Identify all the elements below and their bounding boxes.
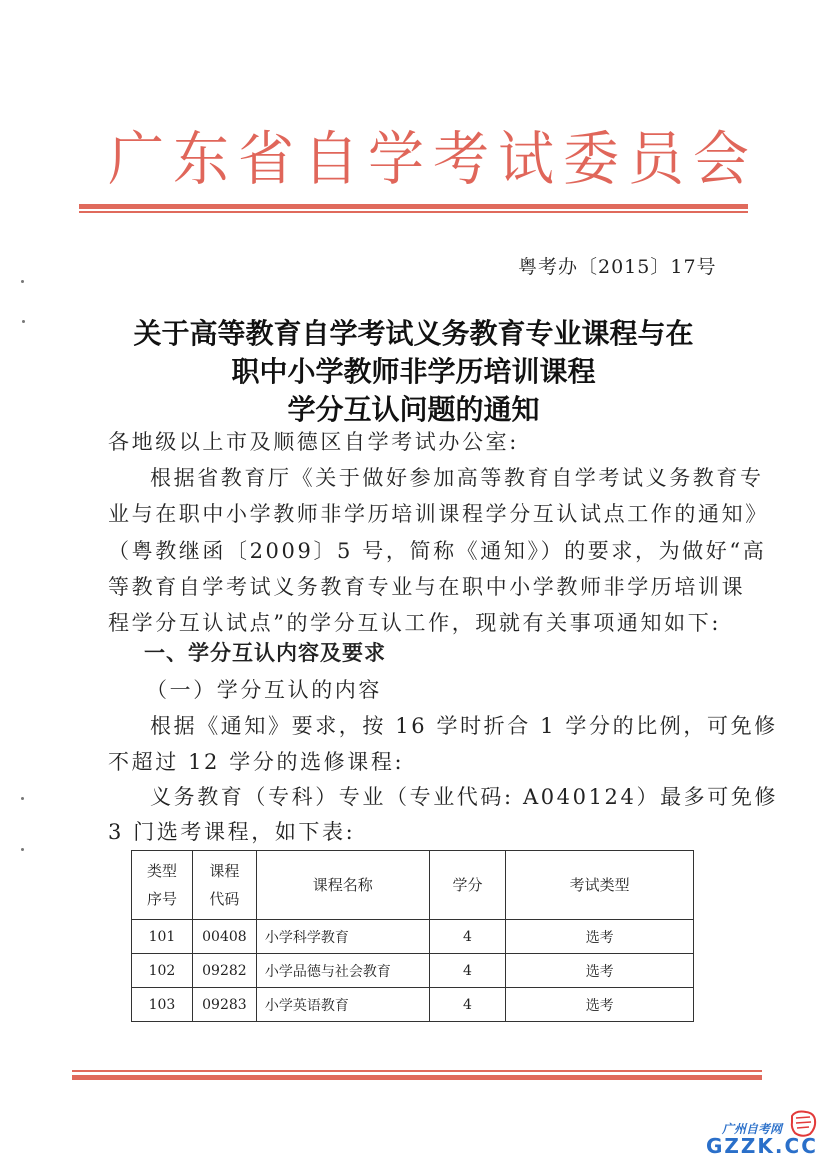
watermark-site-name: 广州自考网 <box>722 1122 783 1136</box>
paragraph-3-line: 3 门选考课程，如下表: <box>108 820 356 844</box>
paragraph-1-line: 程学分互认试点”的学分互认工作，现就有关事项通知如下: <box>108 611 722 635</box>
subsection-1-heading: （一）学分互认的内容 <box>146 678 382 702</box>
cell-course-code: 00408 <box>192 920 256 954</box>
letterhead-divider-thin <box>79 211 748 213</box>
cell-course-code: 09283 <box>192 988 256 1022</box>
cell-exam-type: 选考 <box>506 920 694 954</box>
scan-margin-mark <box>22 320 25 323</box>
cell-type-no: 103 <box>132 988 193 1022</box>
cell-course-name: 小学科学教育 <box>256 920 429 954</box>
notice-title-line-3: 学分互认问题的通知 <box>287 393 540 426</box>
header-type-no <box>132 851 193 920</box>
header-course-name: 课程名称 <box>256 851 429 920</box>
letterhead-divider-thick <box>79 204 748 209</box>
cell-course-code: 09282 <box>192 954 256 988</box>
footer-divider-thick <box>72 1075 762 1080</box>
notice-title-line-1: 关于高等教育自学考试义务教育专业课程与在 <box>133 317 694 350</box>
document-number: 粤考办〔2015〕17号 <box>518 256 717 278</box>
paragraph-2-line: 不超过 12 学分的选修课程: <box>108 750 405 774</box>
footer-divider-thin <box>72 1070 762 1072</box>
cell-exam-type: 选考 <box>506 954 694 988</box>
paragraph-3-line: 义务教育（专科）专业（专业代码: A040124）最多可免修 <box>150 785 779 809</box>
cell-type-no: 102 <box>132 954 193 988</box>
cell-course-name: 小学英语教育 <box>256 988 429 1022</box>
header-course-code-line-1: 课程 <box>209 862 240 880</box>
cell-credits: 4 <box>429 954 506 988</box>
scan-margin-mark <box>21 797 24 800</box>
table-row <box>132 954 694 988</box>
notice-title-line-2: 职中小学教师非学历培训课程 <box>231 355 596 388</box>
cell-exam-type: 选考 <box>506 988 694 1022</box>
paragraph-1-line: 根据省教育厅《关于做好参加高等教育自学考试义务教育专 <box>150 466 764 490</box>
header-type-no-line-2: 序号 <box>146 890 177 908</box>
paragraph-1-line: （粤教继函〔2009〕5 号，简称《通知》）的要求，为做好“高 <box>108 539 767 563</box>
letterhead-organization: 广东省自学考试委员会 <box>108 125 758 194</box>
header-course-code-line-2: 代码 <box>209 890 240 908</box>
header-exam-type: 考试类型 <box>506 851 694 920</box>
cell-type-no: 101 <box>132 920 193 954</box>
salutation: 各地级以上市及顺德区自学考试办公室: <box>108 430 519 454</box>
cell-credits: 4 <box>429 920 506 954</box>
scan-margin-mark <box>21 848 24 851</box>
header-course-code <box>192 851 256 920</box>
table-row <box>132 988 694 1022</box>
table-header-row <box>132 851 694 920</box>
watermark-site-domain: GZZK.CC <box>706 1134 818 1158</box>
paragraph-1-line: 等教育自学考试义务教育专业与在职中小学教师非学历培训课 <box>108 575 746 599</box>
course-table <box>131 850 694 1022</box>
paragraph-2-line: 根据《通知》要求，按 16 学时折合 1 学分的比例，可免修 <box>150 714 778 738</box>
paragraph-1-line: 业与在职中小学教师非学历培训课程学分互认试点工作的通知》 <box>108 502 769 526</box>
scan-margin-mark <box>21 280 24 283</box>
cell-course-name: 小学品德与社会教育 <box>256 954 429 988</box>
header-credits: 学分 <box>429 851 506 920</box>
cell-credits: 4 <box>429 988 506 1022</box>
section-1-heading: 一、学分互认内容及要求 <box>144 641 386 665</box>
header-type-no-line-1: 类型 <box>146 862 177 880</box>
table-row <box>132 920 694 954</box>
site-watermark <box>700 1108 820 1163</box>
